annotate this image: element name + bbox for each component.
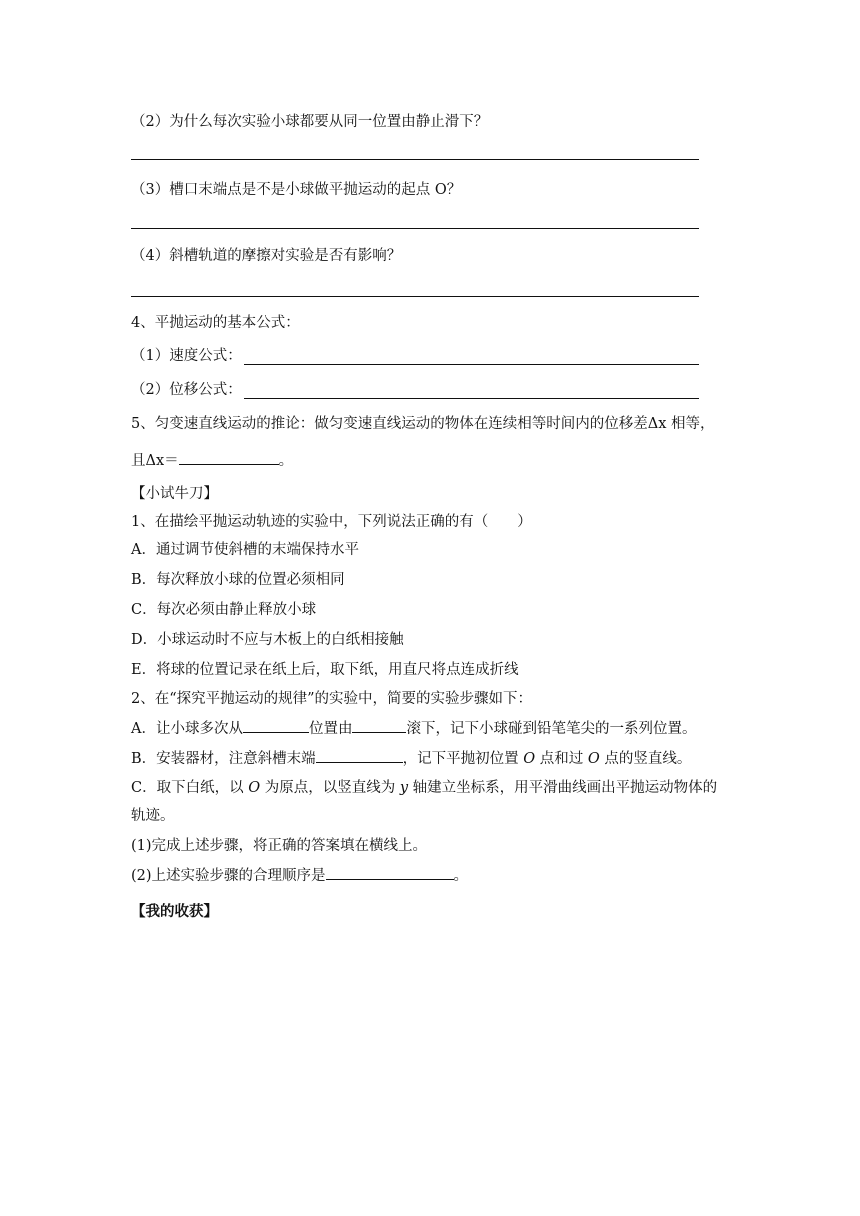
exercise-1-option-e: E．将球的位置记录在纸上后，取下纸，用直尺将点连成折线 [131,662,519,678]
displacement-formula-row [131,380,242,400]
item-5-prefix: 且Δx＝ [131,453,179,469]
answer-line-q2 [131,159,699,160]
displacement-formula-label: （2）位移公式： [131,382,242,398]
step-a-part-2: 位置由 [308,721,353,737]
step-c-part-1: C．取下白纸，以 [131,780,249,796]
exercise-2-sub-2 [131,865,468,886]
step-a-part-1: A．让小球多次从 [131,721,243,737]
exercise-1-option-b: B．每次释放小球的位置必须相同 [131,572,345,588]
velocity-formula-row [131,346,242,366]
sub-2-suffix: 。 [453,868,469,884]
step-b-o-1: O [523,751,536,767]
step-c-part-2: 为原点，以竖直线为 [260,780,400,796]
item-5-line-1: 5、匀变速直线运动的推论：做匀变速直线运动的物体在连续相等时间内的位移差Δx 相等， [131,416,715,432]
step-a-part-3: 滚下，记下小球碰到铅笔笔尖的一系列位置。 [406,721,697,737]
item-4-heading: 4、平抛运动的基本公式： [131,315,300,331]
step-b-o-2: O [587,751,600,767]
step-c-part-3: 轴建立坐标系，用平滑曲线画出平抛运动物体的 [408,780,718,796]
exercise-2-sub-1: (1)完成上述步骤，将正确的答案填在横线上。 [131,838,428,854]
exercise-1-option-c: C．每次必须由静止释放小球 [131,602,317,618]
step-b-blank [316,748,403,763]
step-c-y: y [399,780,409,796]
item-5-suffix: 。 [278,453,294,469]
question-4-text: （4）斜槽轨道的摩擦对实验是否有影响？ [131,248,402,264]
step-b-part-2: ，记下平抛初位置 [402,751,524,767]
question-2-text: （2）为什么每次实验小球都要从同一位置由静止滑下？ [131,114,489,130]
item-5-line-2 [131,450,293,471]
exercise-1-option-a: A．通过调节使斜槽的末端保持水平 [131,542,359,558]
exercise-2-step-b [131,748,691,769]
velocity-formula-label: （1）速度公式： [131,348,242,364]
sub-2-blank [326,865,454,880]
exercise-2-step-c-line-2: 轨迹。 [131,808,175,824]
displacement-formula-blank [244,398,699,399]
exercise-1-option-d: D．小球运动时不应与木板上的白纸相接触 [131,632,404,648]
step-b-part-1: B．安装器材，注意斜槽末端 [131,751,316,767]
step-b-part-4: 点的竖直线。 [599,751,692,767]
step-c-o: O [248,780,261,796]
section-gains-heading: 【我的收获】 [131,903,218,920]
question-3-text: （3）槽口末端点是不是小球做平抛运动的起点 O？ [131,182,462,198]
step-b-part-3: 点和过 [535,751,588,767]
exercise-2-step-c-line-1 [131,778,717,798]
item-5-blank [179,450,279,465]
exercise-1-stem: 1、在描绘平抛运动轨迹的实验中，下列说法正确的有（ ） [131,514,532,530]
answer-line-q3 [131,228,699,229]
sub-2-prefix: (2)上述实验步骤的合理顺序是 [131,868,326,884]
section-practice-heading: 【小试牛刀】 [131,486,218,502]
velocity-formula-blank [244,364,699,365]
exercise-2-step-a [131,718,696,739]
answer-line-q4 [131,296,699,297]
step-a-blank-1 [243,718,309,733]
step-a-blank-2 [352,718,406,733]
exercise-2-stem: 2、在“探究平抛运动的规律”的实验中，简要的实验步骤如下： [131,691,533,707]
